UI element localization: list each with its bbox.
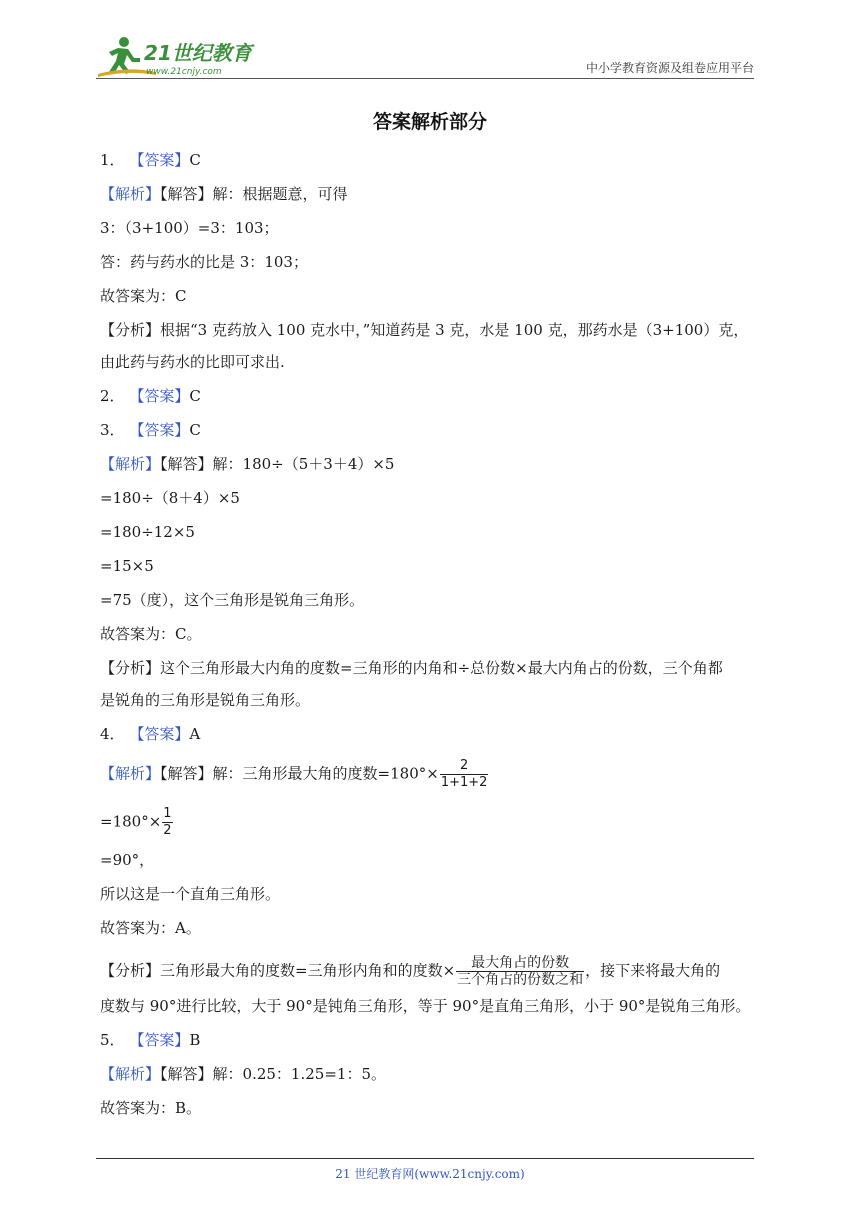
logo-url: www.21cnjy.com (146, 67, 222, 77)
q3-step-1: =180÷（8＋4）×5 (100, 489, 240, 507)
q4-fenxi-suffix: ，接下来将最大角的 (585, 961, 721, 980)
q5-answer-line (100, 1030, 200, 1050)
q3-analysis-line (100, 454, 394, 474)
q1-answer: C (189, 151, 201, 169)
answer-tag: 【答案】 (129, 151, 190, 169)
q1-answer-line (100, 150, 201, 170)
jiexi-tag: 【解析】 (100, 1065, 161, 1083)
q3-answer-line (100, 420, 201, 440)
fraction (162, 806, 172, 839)
jieda-tag: 【解答】 (160, 1065, 213, 1083)
fraction-numerator: 最大角占的份数 (456, 955, 584, 972)
q4-intro: 解：三角形最大角的度数=180°× (212, 764, 439, 783)
q5-number: 5． (100, 1031, 125, 1049)
q4-step-1-text: =180°× (100, 812, 162, 831)
q4-step-3: 所以这是一个直角三角形。 (100, 885, 281, 903)
q5-analysis-line (100, 1064, 386, 1084)
q4-fenxi-text: 三角形最大角的度数=三角形内角和的度数× (160, 961, 456, 980)
q5-intro: 解：0.25：1.25=1：5。 (212, 1065, 386, 1083)
q1-intro: 解：根据题意，可得 (212, 185, 348, 203)
q3-intro: 解：180÷（5＋3＋4）×5 (212, 455, 395, 473)
fenxi-tag: 【分析】 (100, 961, 161, 980)
q5-answer: B (189, 1031, 201, 1049)
q3-step-4: =75（度），这个三角形是锐角三角形。 (100, 591, 365, 609)
q1-analysis-line (100, 184, 348, 204)
q1-number: 1． (100, 151, 125, 169)
q1-fenxi-2: 由此药与药水的比即可求出. (100, 353, 285, 371)
q4-number: 4． (100, 725, 125, 743)
footer-divider (96, 1158, 754, 1159)
jieda-tag: 【解答】 (160, 764, 213, 783)
q1-step-3: 故答案为：C (100, 287, 187, 305)
fraction-denominator: 2 (163, 823, 172, 838)
answer-tag: 【答案】 (129, 387, 190, 405)
jiexi-tag: 【解析】 (100, 455, 161, 473)
jieda-tag: 【解答】 (160, 455, 213, 473)
footer-link[interactable]: 21 世纪教育网(www.21cnjy.com) (335, 1167, 525, 1181)
fraction-numerator: 1 (163, 806, 172, 821)
jieda-tag: 【解答】 (160, 185, 213, 203)
jiexi-tag: 【解析】 (100, 764, 161, 783)
fenxi-tag: 【分析】 (100, 659, 161, 677)
q1-fenxi-text: 根据“3 克药放入 100 克水中，”知道药是 3 克，水是 100 克，那药水是（3+100）克， (160, 321, 749, 339)
page-title: 答案解析部分 (372, 111, 487, 133)
q1-fenxi-1 (100, 320, 748, 340)
fraction (440, 758, 489, 791)
logo (96, 34, 266, 78)
q4-step-4: 故答案为：A。 (100, 919, 201, 937)
q3-step-5: 故答案为：C。 (100, 625, 202, 643)
answer-tag: 【答案】 (129, 725, 190, 743)
q3-fenxi-2: 是锐角的三角形是锐角三角形。 (100, 691, 311, 709)
q2-answer-line (100, 386, 201, 406)
q3-fenxi-1 (100, 658, 723, 678)
fraction (456, 955, 584, 988)
q4-analysis-line (100, 758, 489, 791)
q3-fenxi-text: 这个三角形最大内角的度数=三角形的内角和÷总份数×最大内角占的份数，三个角都 (160, 659, 723, 677)
q4-step-1 (100, 806, 174, 839)
header-divider (96, 78, 754, 79)
q4-step-2: =90°， (100, 851, 155, 869)
answer-tag: 【答案】 (129, 1031, 190, 1049)
q3-number: 3． (100, 421, 125, 439)
q4-fenxi-1 (100, 955, 720, 988)
fraction-denominator: 1+1+2 (440, 775, 488, 790)
q1-step-2: 答：药与药水的比是 3：103； (100, 253, 308, 271)
fraction-numerator: 2 (440, 758, 489, 775)
q4-fenxi-2: 度数与 90°进行比较，大于 90°是钝角三角形，等于 90°是直角三角形，小于 90°是锐角三角形。 (100, 997, 751, 1015)
q1-step-1: 3：（3+100）=3：103； (100, 219, 279, 237)
platform-name: 中小学教育资源及组卷应用平台 (585, 61, 754, 75)
jiexi-tag: 【解析】 (100, 185, 161, 203)
fraction-denominator: 三个角占的份数之和 (457, 972, 584, 988)
q4-answer-line (100, 724, 200, 744)
page-header (96, 34, 754, 80)
q5-step-1: 故答案为：B。 (100, 1099, 202, 1117)
q3-answer: C (189, 421, 201, 439)
q2-number: 2． (100, 387, 125, 405)
answer-tag: 【答案】 (129, 421, 190, 439)
fenxi-tag: 【分析】 (100, 321, 161, 339)
q3-step-2: =180÷12×5 (100, 523, 195, 541)
q2-answer: C (189, 387, 201, 405)
q3-step-3: =15×5 (100, 557, 154, 575)
logo-text: 21世纪教育 (144, 41, 252, 65)
q4-answer: A (189, 725, 201, 743)
